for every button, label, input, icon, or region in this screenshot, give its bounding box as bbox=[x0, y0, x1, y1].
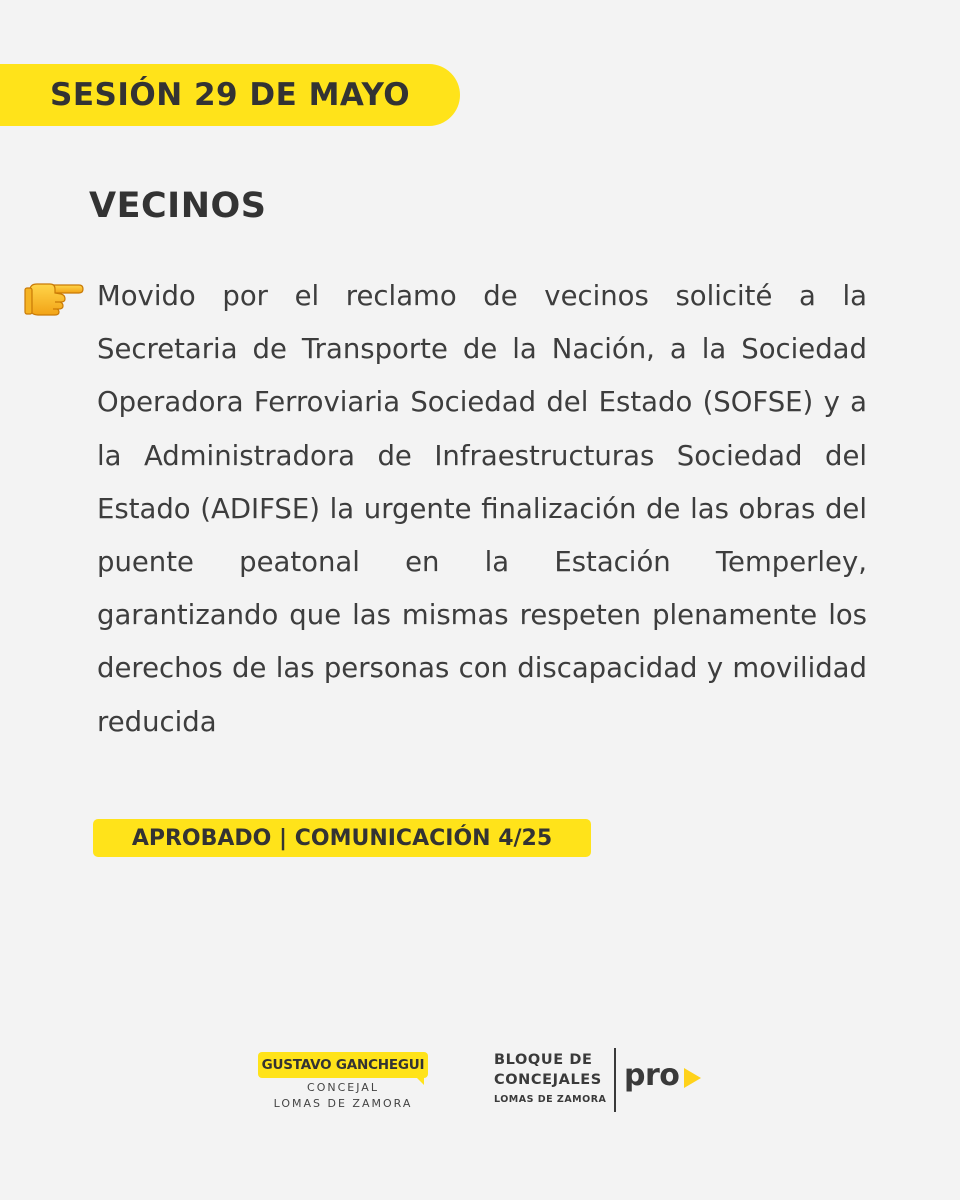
bloque-line2: CONCEJALES bbox=[494, 1072, 602, 1088]
logo-divider bbox=[614, 1048, 616, 1112]
section-title: VECINOS bbox=[89, 186, 267, 226]
play-arrow-icon bbox=[684, 1068, 701, 1088]
logo-place: LOMAS DE ZAMORA bbox=[273, 1097, 413, 1110]
body-text: Movido por el reclamo de vecinos solicité a la Secretaria de Transporte de la Nación, a la Sociedad Operadora Ferroviaria Sociedad del Estado (SOFSE) y a la Administradora de Infraestructuras Sociedad del Estado (ADIFSE) la urgente finalización de las obras del puente peatonal en la Estación Temperley, garantizando que las mismas respeten plenamente los derechos de las personas con discapacidad y movilidad reducida bbox=[97, 280, 867, 738]
pointing-right-hand-icon bbox=[24, 276, 84, 316]
session-label: SESIÓN 29 DE MAYO bbox=[50, 77, 411, 113]
logo-role: CONCEJAL bbox=[307, 1081, 379, 1094]
pro-wordmark: pro bbox=[624, 1058, 680, 1093]
bloque-line3: LOMAS DE ZAMORA bbox=[494, 1094, 607, 1105]
ganchegui-logo bbox=[258, 1052, 430, 1112]
bloque-line1: BLOQUE DE bbox=[494, 1052, 593, 1068]
bloque-pro-logo bbox=[494, 1048, 714, 1114]
session-banner bbox=[0, 64, 460, 126]
status-badge: APROBADO | COMUNICACIÓN 4/25 bbox=[93, 819, 591, 857]
logo-name: GUSTAVO GANCHEGUI bbox=[261, 1057, 425, 1073]
